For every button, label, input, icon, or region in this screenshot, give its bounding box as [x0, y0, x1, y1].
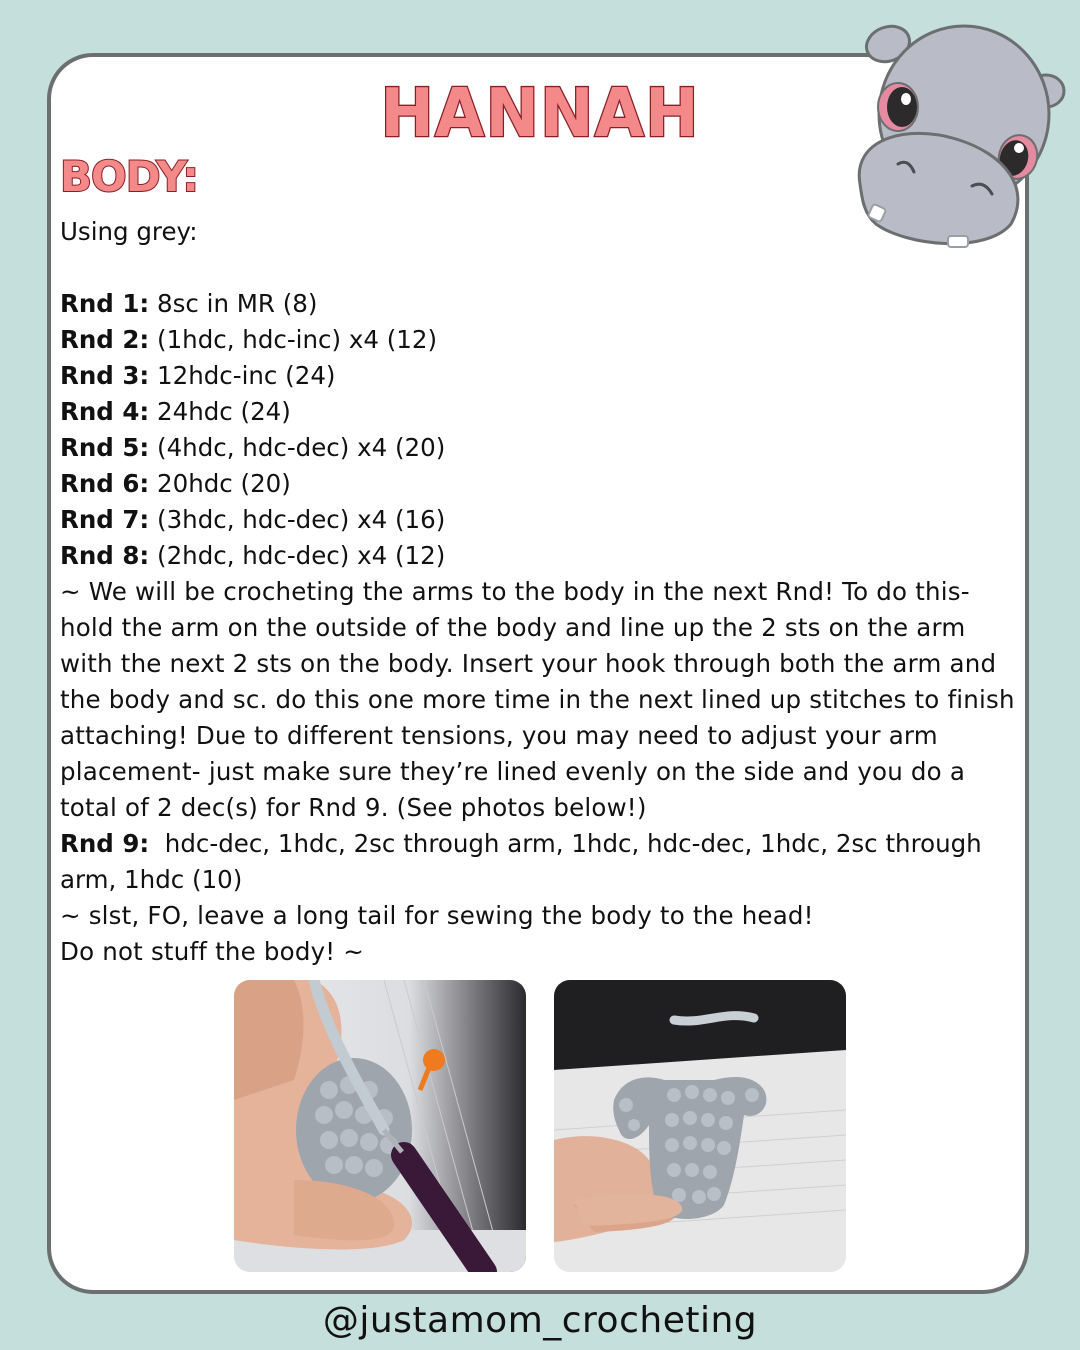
round-label: Rnd 1:	[60, 289, 150, 318]
round-row	[60, 826, 1025, 898]
round-row	[60, 286, 1025, 322]
round-text: 24hdc (24)	[149, 397, 291, 426]
section-heading-body: BODY:	[60, 152, 199, 201]
photo-finished-body	[554, 980, 846, 1272]
round-text: hdc-dec, 1hdc, 2sc through arm, 1hdc, hdc-dec, 1hdc, 2sc through arm, 1hdc (10)	[60, 829, 990, 894]
round-label: Rnd 6:	[60, 469, 150, 498]
photo-gallery	[234, 980, 846, 1272]
closing-note: Do not stuff the body! ~	[60, 937, 365, 966]
round-text: (1hdc, hdc-inc) x4 (12)	[149, 325, 438, 354]
round-label: Rnd 7:	[60, 505, 150, 534]
footer-social-handle: @justamom_crocheting	[322, 1300, 758, 1341]
crochet-photo-icon	[554, 980, 846, 1272]
round-row	[60, 322, 1025, 358]
intro-text: Using grey:	[60, 217, 198, 246]
round-text: (2hdc, hdc-dec) x4 (12)	[149, 541, 446, 570]
round-text: 20hdc (20)	[149, 469, 291, 498]
round-label: Rnd 3:	[60, 361, 150, 390]
pattern-title: HANNAH	[380, 75, 700, 153]
round-text: 12hdc-inc (24)	[149, 361, 336, 390]
round-label: Rnd 4:	[60, 397, 150, 426]
round-row	[60, 394, 1025, 430]
round-text: 8sc in MR (8)	[149, 289, 318, 318]
round-label: Rnd 8:	[60, 541, 150, 570]
photo-attaching-arm	[234, 980, 526, 1272]
round-row	[60, 358, 1025, 394]
round-text: (4hdc, hdc-dec) x4 (20)	[149, 433, 446, 462]
round-label: Rnd 9:	[60, 829, 150, 858]
round-row	[60, 466, 1025, 502]
pattern-instructions	[60, 214, 1025, 970]
round-row	[60, 502, 1025, 538]
spacer	[60, 250, 1025, 286]
closing-note: ~ slst, FO, leave a long tail for sewing the body to the head!	[60, 901, 814, 930]
round-label: Rnd 2:	[60, 325, 150, 354]
crochet-photo-icon	[234, 980, 526, 1272]
arm-attachment-note: ~ We will be crocheting the arms to the body in the next Rnd! To do this- hold the arm on the outside of the body and line up the 2 sts on the arm with the next 2 sts on the body. Insert your hook through both the arm and the body and sc. do this one more time in the next lined up stitches to finish attaching! Due to different tensions, you may need to adjust your arm placement- just make sure they’re lined evenly on the side and you do a total of 2 dec(s) for Rnd 9. (See photos below!)	[60, 577, 1015, 822]
round-label: Rnd 5:	[60, 433, 150, 462]
round-row	[60, 430, 1025, 466]
round-row	[60, 538, 1025, 574]
round-text: (3hdc, hdc-dec) x4 (16)	[149, 505, 446, 534]
